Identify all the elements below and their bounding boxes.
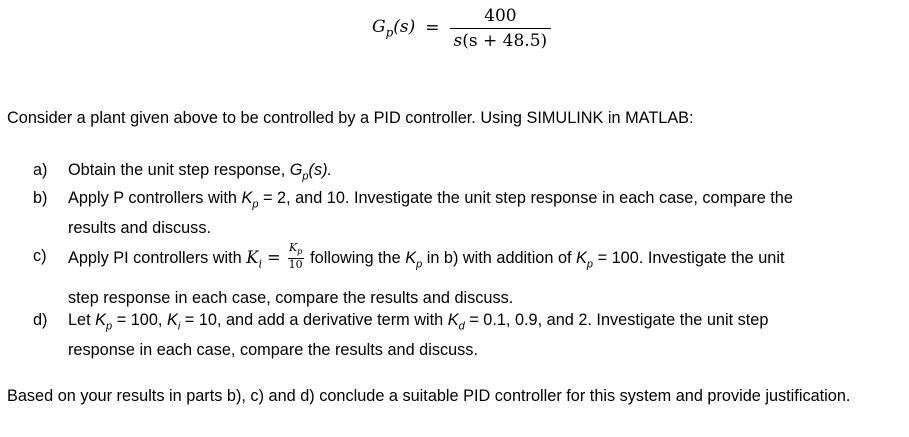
list-marker: c) <box>33 247 47 265</box>
kp-symbol <box>241 189 259 211</box>
ki-symbol <box>246 247 262 271</box>
item-text: = 2, and 10. Investigate the unit step response in each case, compare the <box>258 189 793 207</box>
kp-over-10-fraction <box>288 242 304 271</box>
plant-symbol <box>289 161 333 183</box>
list-marker: d) <box>33 311 48 329</box>
kd-symbol <box>447 311 465 333</box>
symbol-letter: G <box>289 161 303 179</box>
item-text: Apply P controllers with <box>68 189 242 207</box>
conclusion-paragraph: Based on your results in parts b), c) and d) conclude a suitable PID controller for this system and provide justification. <box>7 387 851 405</box>
list-item-line: response in each case, compare the results and discuss. <box>68 341 478 360</box>
list-item-body <box>68 241 906 308</box>
symbol-subscript: p <box>297 247 303 257</box>
symbol-subscript: p <box>252 198 259 211</box>
item-text: Let <box>68 311 96 329</box>
kp-symbol <box>576 248 594 271</box>
symbol-subscript: d <box>458 320 465 333</box>
symbol-subscript: p <box>106 320 113 333</box>
equation-fraction <box>450 6 552 51</box>
fraction-denominator: 10 <box>288 258 303 272</box>
symbol-subscript: i <box>258 257 262 271</box>
ki-symbol <box>166 311 181 333</box>
item-text: = 100, <box>112 311 167 329</box>
list-item-line <box>68 308 906 338</box>
equation-denominator <box>450 29 552 51</box>
symbol-subscript: i <box>177 320 181 333</box>
list-item-line <box>68 241 906 276</box>
denominator-variable: s <box>453 30 463 51</box>
symbol-letter: K <box>241 189 253 207</box>
item-text: in b) with addition of <box>422 248 577 267</box>
list-marker: a) <box>33 161 48 179</box>
item-text: Apply PI controllers with <box>68 248 247 267</box>
list-item-body <box>68 308 906 362</box>
list-item-body <box>68 186 906 240</box>
list-marker: b) <box>33 189 48 207</box>
kp-symbol <box>405 248 423 271</box>
item-text: = 0.1, 0.9, and 2. Investigate the unit step <box>464 311 769 329</box>
equation-numerator: 400 <box>484 5 517 26</box>
item-text: = 10, and add a derivative term with <box>180 311 448 329</box>
transfer-function-equation <box>372 2 551 54</box>
equation-lhs-symbol: G <box>372 16 386 37</box>
list-item-line: step response in each case, compare the results and discuss. <box>68 289 514 308</box>
symbol-letter: K <box>576 248 587 267</box>
equation-lhs <box>372 17 415 39</box>
denominator-rest: (s + 48.5) <box>462 30 548 51</box>
item-text: = 100. Investigate the unit <box>593 248 785 267</box>
equation-lhs-subscript: p <box>385 25 394 40</box>
kp-symbol <box>95 311 113 333</box>
symbol-argument: (s). <box>308 161 333 179</box>
symbol-letter: K <box>405 248 417 267</box>
symbol-subscript: p <box>586 258 594 271</box>
equation-equals-sign: = <box>425 18 440 38</box>
symbol-letter: K <box>447 311 459 329</box>
symbol-letter: K <box>246 247 259 267</box>
symbol-subscript: p <box>302 170 309 183</box>
equals-sign: = <box>266 247 281 267</box>
intro-paragraph: Consider a plant given above to be controlled by a PID controller. Using SIMULINK in MATLAB: <box>7 109 694 127</box>
list-item-line: results and discuss. <box>68 219 211 238</box>
fraction-numerator <box>288 242 303 258</box>
item-text: following the <box>305 248 406 267</box>
list-item-line <box>68 186 906 216</box>
symbol-letter: K <box>95 311 107 329</box>
symbol-letter: K <box>288 241 298 254</box>
symbol-letter: K <box>166 311 178 329</box>
symbol-subscript: p <box>416 258 423 271</box>
equation-lhs-argument: (s) <box>393 16 416 37</box>
list-item-body <box>68 158 906 188</box>
list-item-line <box>68 158 906 188</box>
item-text: Obtain the unit step response, <box>68 161 290 179</box>
